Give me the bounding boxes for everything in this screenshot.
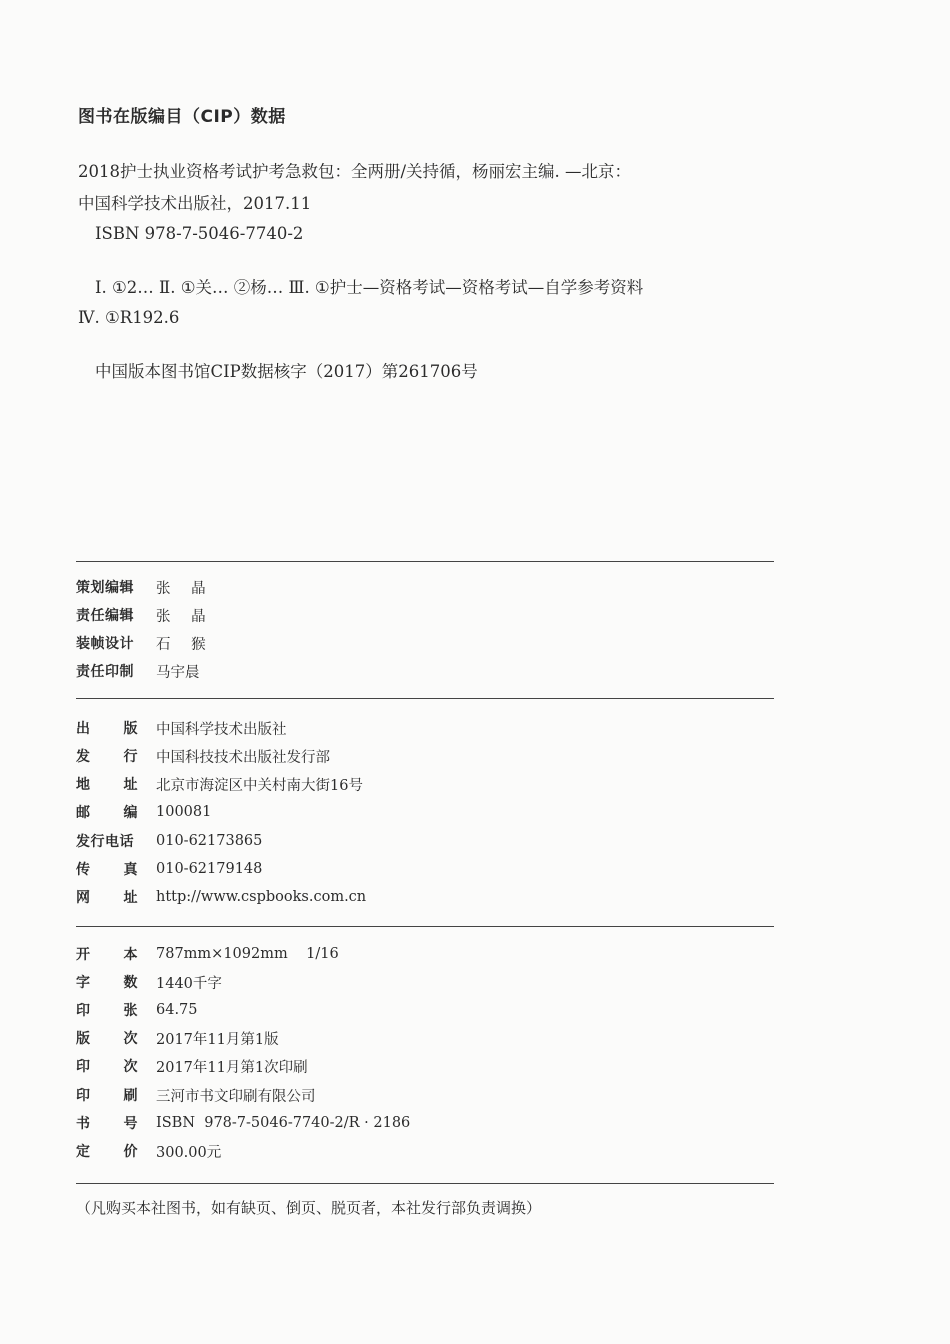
spec-label: 印 次 <box>76 1059 138 1075</box>
editor-value: 石 猴 <box>156 636 214 653</box>
spec-label: 定 价 <box>76 1144 138 1160</box>
publisher-row <box>76 830 262 852</box>
publisher-label: 出 版 <box>76 721 138 737</box>
divider <box>76 926 774 927</box>
divider <box>76 1183 774 1184</box>
editor-row <box>76 604 214 626</box>
spec-row <box>76 1140 221 1162</box>
spec-row <box>76 943 339 965</box>
spec-label: 版 次 <box>76 1031 138 1047</box>
cip-bibliographic-line: 2018护士执业资格考试护考急救包：全两册/关持循，杨丽宏主编. —北京： <box>78 162 632 181</box>
spec-value: 300.00元 <box>156 1144 222 1161</box>
publisher-website: http://www.cspbooks.com.cn <box>156 889 367 905</box>
cip-subjects: Ⅰ. ①2… Ⅱ. ①关… ②杨… Ⅲ. ①护士—资格考试—资格考试—自学参考资料 <box>95 278 644 297</box>
spec-value: ISBN 978-7-5046-7740-2/R · 2186 <box>156 1115 411 1131</box>
publisher-row <box>76 801 211 823</box>
cip-isbn: ISBN 978-7-5046-7740-2 <box>95 224 304 243</box>
publisher-row <box>76 773 363 795</box>
publisher-value: 010-62179148 <box>156 861 263 877</box>
spec-value: 1440千字 <box>156 975 222 992</box>
divider <box>76 561 774 562</box>
editor-value: 张 晶 <box>156 580 214 597</box>
editor-label: 责任印制 <box>76 664 134 680</box>
spec-value: 787mm×1092mm 1/16 <box>156 946 339 962</box>
spec-row <box>76 999 198 1021</box>
spec-value: 2017年11月第1次印刷 <box>156 1059 308 1076</box>
spec-label: 书 号 <box>76 1116 138 1132</box>
divider <box>76 698 774 699</box>
publisher-value: 北京市海淀区中关村南大街16号 <box>156 777 363 794</box>
publisher-label: 发 行 <box>76 749 138 765</box>
publisher-row <box>76 858 262 880</box>
publisher-value: 010-62173865 <box>156 833 263 849</box>
editor-label: 装帧设计 <box>76 636 134 652</box>
publisher-value: 中国科技技术出版社发行部 <box>156 749 330 766</box>
spec-row <box>76 1027 279 1049</box>
exchange-notice: （凡购买本社图书，如有缺页、倒页、脱页者，本社发行部负责调换） <box>76 1199 542 1217</box>
publisher-row <box>76 717 287 739</box>
spec-label: 字 数 <box>76 975 138 991</box>
publisher-value: 100081 <box>156 804 212 820</box>
spec-row <box>76 1055 308 1077</box>
editor-label: 责任编辑 <box>76 608 134 624</box>
publisher-label: 传 真 <box>76 862 138 878</box>
editor-row <box>76 632 214 654</box>
spec-label: 印 刷 <box>76 1088 138 1104</box>
editor-value: 马宇晨 <box>156 664 200 681</box>
spec-row <box>76 971 222 993</box>
publisher-label: 地 址 <box>76 777 138 793</box>
spec-value: 三河市书文印刷有限公司 <box>156 1088 316 1105</box>
cip-title: 图书在版编目（CIP）数据 <box>78 107 286 127</box>
publisher-label: 发行电话 <box>76 834 134 850</box>
cip-classification: Ⅳ. ①R192.6 <box>78 308 180 327</box>
editor-label: 策划编辑 <box>76 580 134 596</box>
publisher-row <box>76 745 330 767</box>
cip-publisher-line: 中国科学技术出版社，2017.11 <box>78 194 312 213</box>
publisher-label: 邮 编 <box>76 805 138 821</box>
spec-label: 印 张 <box>76 1003 138 1019</box>
spec-label: 开 本 <box>76 947 138 963</box>
cip-verification: 中国版本图书馆CIP数据核字（2017）第261706号 <box>95 362 478 381</box>
publisher-label: 网 址 <box>76 890 138 906</box>
publisher-value: 中国科学技术出版社 <box>156 721 287 738</box>
editor-row <box>76 660 200 682</box>
spec-value: 2017年11月第1版 <box>156 1031 279 1048</box>
publisher-row <box>76 886 366 908</box>
editor-row <box>76 576 214 598</box>
spec-value: 64.75 <box>156 1002 198 1018</box>
editor-value: 张 晶 <box>156 608 214 625</box>
spec-row <box>76 1112 410 1134</box>
spec-row <box>76 1084 316 1106</box>
